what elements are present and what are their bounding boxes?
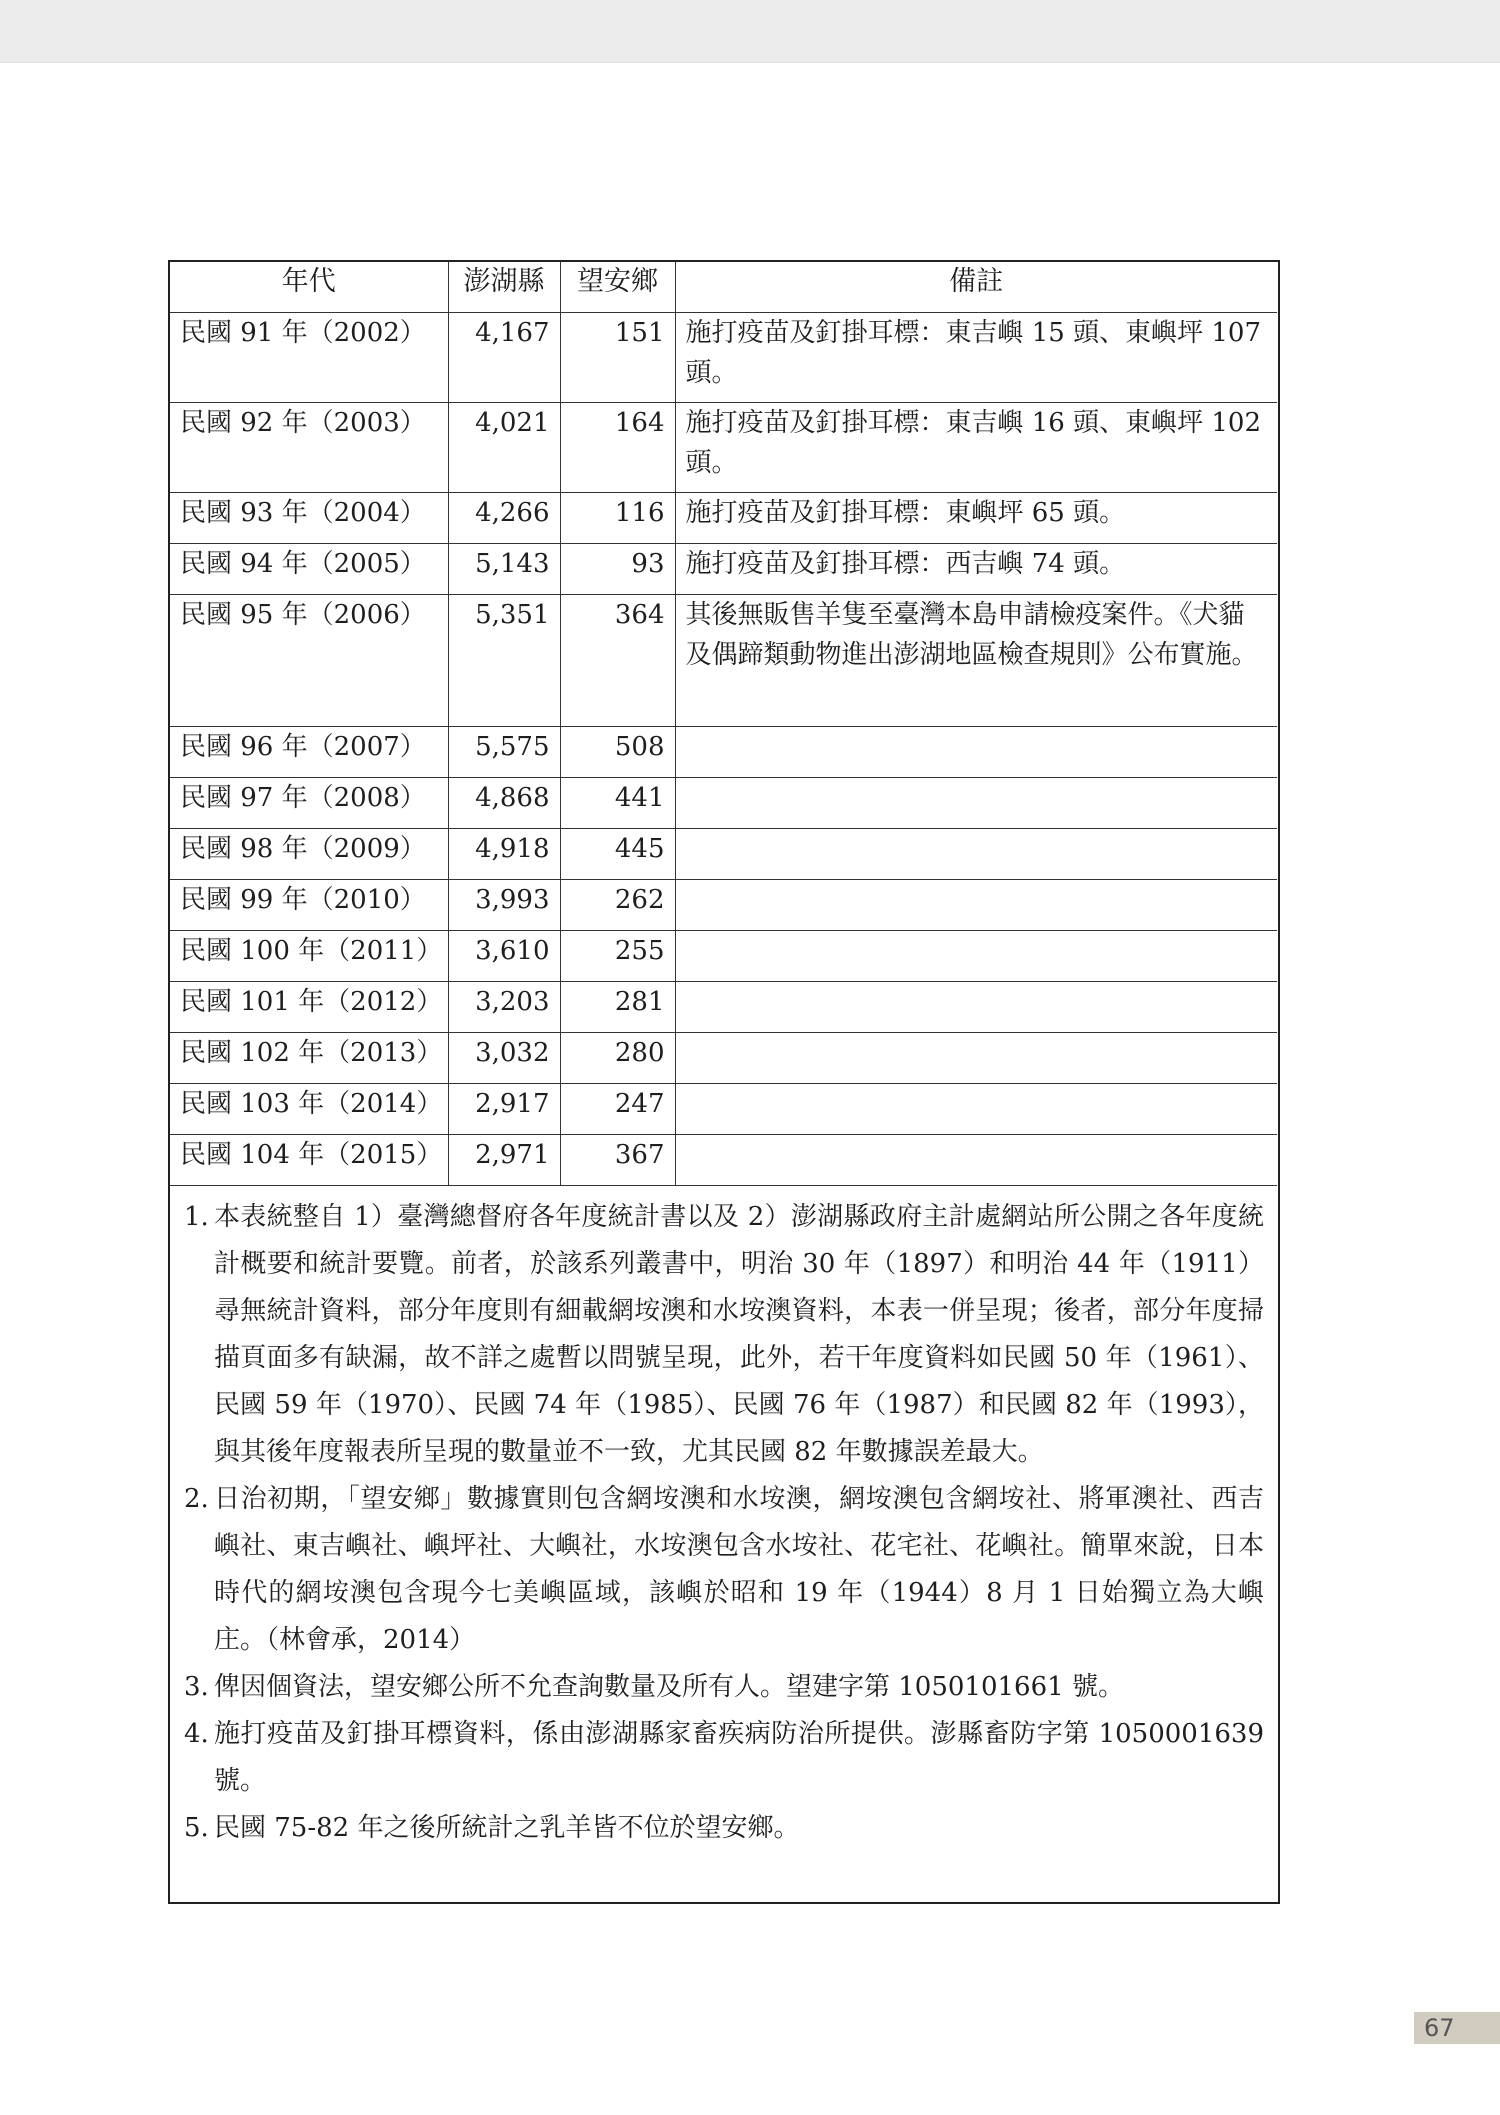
footnote-text: 日治初期，「望安鄉」數據實則包含網垵澳和水垵澳，網垵澳包含網垵社、將軍澳社、西吉嶼社、東吉嶼社、嶼坪社、大嶼社，水垵澳包含水垵社、花宅社、花嶼社。簡單來說，日本時代的網垵澳包含現今七美嶼區域，該嶼於昭和 19 年（1944）8 月 1 日始獨立為大嶼庄。（林會承，2014） — [214, 1484, 1264, 1655]
cell-penghu: 5,351 — [448, 595, 560, 727]
table-row — [170, 1033, 1277, 1084]
footnote-number: 5. — [184, 1813, 209, 1843]
cell-note — [675, 982, 1277, 1033]
footnote-item — [184, 1664, 1264, 1711]
cell-note — [675, 880, 1277, 931]
cell-penghu: 4,167 — [448, 313, 560, 403]
table-row — [170, 544, 1277, 595]
cell-wangan: 281 — [560, 982, 675, 1033]
cell-note — [675, 778, 1277, 829]
cell-wangan: 262 — [560, 880, 675, 931]
cell-year: 民國 98 年（2009） — [170, 829, 448, 880]
cell-wangan: 151 — [560, 313, 675, 403]
cell-year: 民國 102 年（2013） — [170, 1033, 448, 1084]
cell-note: 施打疫苗及釘掛耳標：東嶼坪 65 頭。 — [675, 493, 1277, 544]
table-header-row — [170, 262, 1277, 313]
cell-note: 其後無販售羊隻至臺灣本島申請檢疫案件。《犬貓及偶蹄類動物進出澎湖地區檢查規則》公布實施。 — [675, 595, 1277, 727]
scan-top-band — [0, 0, 1500, 62]
table-row — [170, 493, 1277, 544]
table-row — [170, 403, 1277, 493]
cell-year: 民國 104 年（2015） — [170, 1135, 448, 1186]
table-row — [170, 931, 1277, 982]
cell-penghu: 3,993 — [448, 880, 560, 931]
cell-penghu: 4,021 — [448, 403, 560, 493]
cell-wangan: 255 — [560, 931, 675, 982]
footnote-item — [184, 1805, 1264, 1852]
cell-year: 民國 93 年（2004） — [170, 493, 448, 544]
footnote-item — [184, 1194, 1264, 1476]
footnote-text: 施打疫苗及釘掛耳標資料，係由澎湖縣家畜疾病防治所提供。澎縣畜防字第 1050001639 號。 — [214, 1719, 1264, 1796]
cell-note — [675, 1033, 1277, 1084]
cell-wangan: 441 — [560, 778, 675, 829]
footnote-item — [184, 1711, 1264, 1805]
cell-year: 民國 96 年（2007） — [170, 727, 448, 778]
cell-note: 施打疫苗及釘掛耳標：東吉嶼 15 頭、東嶼坪 107 頭。 — [675, 313, 1277, 403]
table-row — [170, 982, 1277, 1033]
header-wangan: 望安鄉 — [560, 262, 675, 313]
table-row — [170, 880, 1277, 931]
cell-year: 民國 95 年（2006） — [170, 595, 448, 727]
goat-count-table — [170, 262, 1277, 1186]
statistics-table-frame — [168, 260, 1280, 1904]
table-row — [170, 829, 1277, 880]
header-penghu: 澎湖縣 — [448, 262, 560, 313]
scan-top-band-edge — [0, 62, 1500, 63]
cell-year: 民國 94 年（2005） — [170, 544, 448, 595]
table-row — [170, 595, 1277, 727]
cell-note — [675, 931, 1277, 982]
page-number: 67 — [1414, 2012, 1500, 2044]
cell-note — [675, 727, 1277, 778]
cell-wangan: 364 — [560, 595, 675, 727]
cell-penghu: 3,203 — [448, 982, 560, 1033]
footnote-number: 3. — [184, 1672, 209, 1702]
header-remarks: 備註 — [675, 262, 1277, 313]
cell-year: 民國 103 年（2014） — [170, 1084, 448, 1135]
cell-year: 民國 101 年（2012） — [170, 982, 448, 1033]
cell-penghu: 3,610 — [448, 931, 560, 982]
cell-penghu: 4,266 — [448, 493, 560, 544]
cell-penghu: 4,918 — [448, 829, 560, 880]
table-row — [170, 727, 1277, 778]
cell-penghu: 2,917 — [448, 1084, 560, 1135]
header-year: 年代 — [170, 262, 448, 313]
table-footnotes — [170, 1186, 1278, 1852]
footnote-item — [184, 1476, 1264, 1664]
cell-wangan: 116 — [560, 493, 675, 544]
table-row — [170, 1084, 1277, 1135]
cell-penghu: 4,868 — [448, 778, 560, 829]
cell-wangan: 508 — [560, 727, 675, 778]
cell-note: 施打疫苗及釘掛耳標：東吉嶼 16 頭、東嶼坪 102 頭。 — [675, 403, 1277, 493]
cell-wangan: 367 — [560, 1135, 675, 1186]
cell-penghu: 2,971 — [448, 1135, 560, 1186]
cell-penghu: 3,032 — [448, 1033, 560, 1084]
footnote-number: 2. — [184, 1484, 209, 1514]
footnote-text: 本表統整自 1）臺灣總督府各年度統計書以及 2）澎湖縣政府主計處網站所公開之各年度統計概要和統計要覽。前者，於該系列叢書中，明治 30 年（1897）和明治 44 年（1911）尋無統計資料，部分年度則有細載網垵澳和水垵澳資料，本表一併呈現；後者，部分年度掃描頁面多有缺漏，故不詳之處暫以問號呈現，此外，若干年度資料如民國 50 年（1961）、民國 59 年（1970）、民國 74 年（1985）、民國 76 年（1987）和民國 82 年（1993），與其後年度報表所呈現的數量並不一致，尤其民國 82 年數據誤差最大。 — [214, 1202, 1264, 1467]
footnote-number: 1. — [184, 1202, 209, 1232]
cell-penghu: 5,143 — [448, 544, 560, 595]
cell-wangan: 445 — [560, 829, 675, 880]
table-row — [170, 1135, 1277, 1186]
table-row — [170, 778, 1277, 829]
cell-year: 民國 99 年（2010） — [170, 880, 448, 931]
footnote-number: 4. — [184, 1719, 209, 1749]
footnote-text: 民國 75-82 年之後所統計之乳羊皆不位於望安鄉。 — [214, 1813, 800, 1843]
footnote-text: 俾因個資法，望安鄉公所不允查詢數量及所有人。望建字第 1050101661 號。 — [214, 1672, 1124, 1702]
cell-note: 施打疫苗及釘掛耳標：西吉嶼 74 頭。 — [675, 544, 1277, 595]
cell-penghu: 5,575 — [448, 727, 560, 778]
cell-year: 民國 92 年（2003） — [170, 403, 448, 493]
table-row — [170, 313, 1277, 403]
cell-year: 民國 97 年（2008） — [170, 778, 448, 829]
cell-wangan: 164 — [560, 403, 675, 493]
cell-wangan: 247 — [560, 1084, 675, 1135]
cell-note — [675, 1084, 1277, 1135]
cell-note — [675, 1135, 1277, 1186]
cell-wangan: 280 — [560, 1033, 675, 1084]
cell-year: 民國 91 年（2002） — [170, 313, 448, 403]
cell-year: 民國 100 年（2011） — [170, 931, 448, 982]
cell-note — [675, 829, 1277, 880]
cell-wangan: 93 — [560, 544, 675, 595]
